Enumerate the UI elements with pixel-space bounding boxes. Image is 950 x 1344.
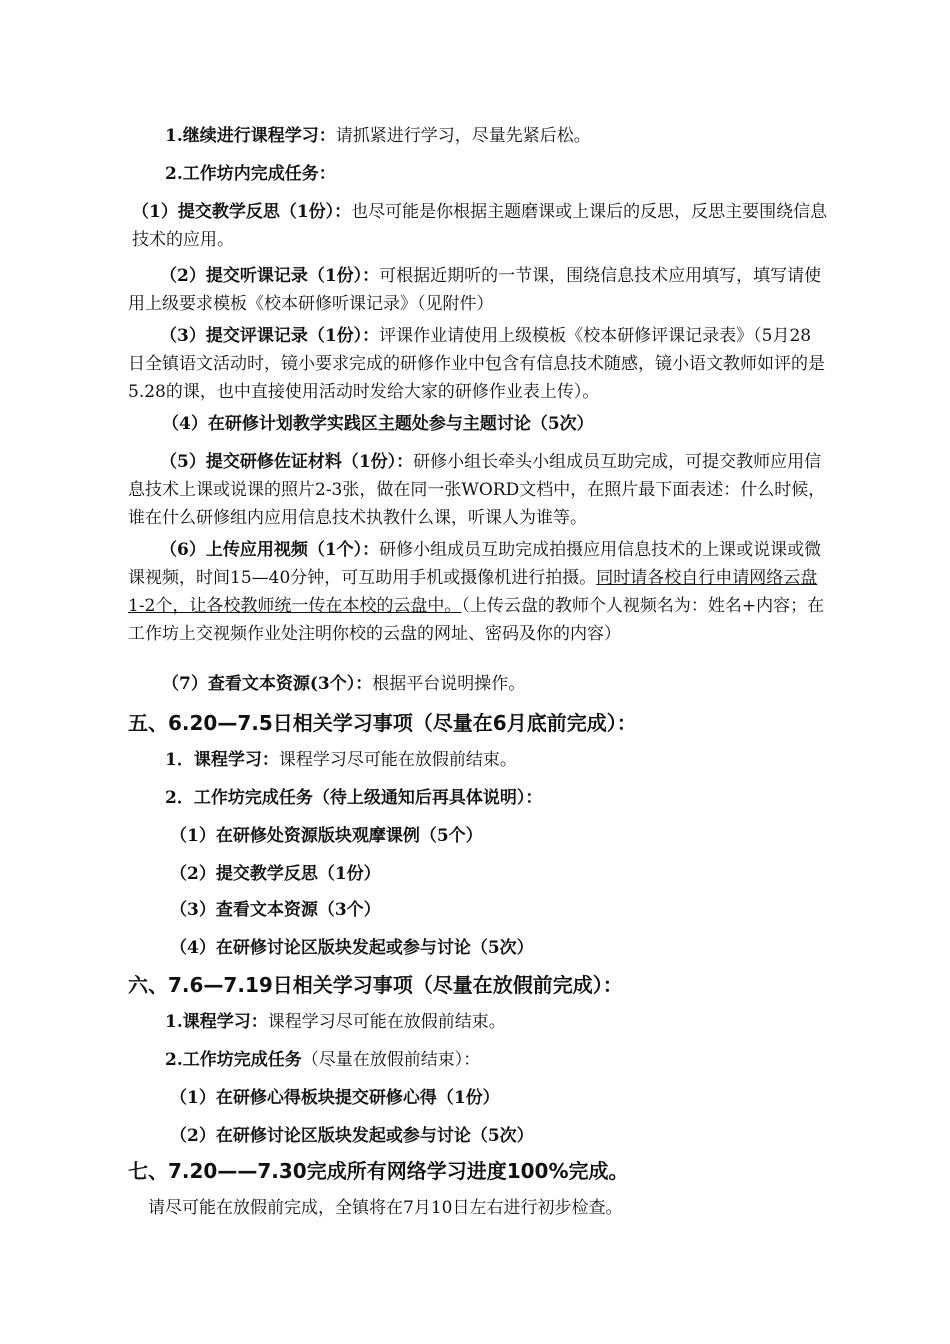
p6-item1-title: 1.课程学习： bbox=[165, 1012, 268, 1032]
p4-sub2-title: （2）提交听课记录（1份）： bbox=[160, 266, 380, 286]
p5-item1-title: 1．课程学习： bbox=[165, 750, 279, 770]
p4-sub1-title: （1）提交教学反思（1份）： bbox=[132, 202, 352, 222]
p4-item1-title: 1.继续进行课程学习： bbox=[165, 126, 336, 146]
p4-sub7-title: （7）查看文本资源(3个）： bbox=[162, 674, 373, 694]
p6-sub2: （2）在研修讨论区版块发起或参与讨论（5次） bbox=[170, 1126, 534, 1146]
p4-sub3 bbox=[128, 322, 828, 406]
p6-item2-text: （尽量在放假前结束）： bbox=[301, 1050, 481, 1070]
p5-item1 bbox=[165, 746, 865, 774]
p6-item2-title: 2.工作坊完成任务 bbox=[165, 1050, 302, 1070]
p4-sub2 bbox=[128, 262, 828, 318]
p4-sub5-text: 研修小组长牵头小组成员互助完成，可提交教师应用信息技术上课或说课的照片2-3张，做在同一张WORD文档中，在照片最下面表述：什么时候，谁在什么研修组内应用信息技术执教什么课，听课人为谁等。 bbox=[128, 452, 826, 528]
p4-sub1 bbox=[132, 198, 832, 254]
p4-sub4: （4）在研修计划教学实践区主题处参与主题讨论（5次） bbox=[162, 414, 594, 434]
p4-sub2-text: 可根据近期听的一节课，围绕信息技术应用填写，填写请使用上级要求模板《校本研修听课记录》（见附件） bbox=[128, 266, 822, 314]
p5-sub3: （3）查看文本资源（3个） bbox=[170, 900, 381, 920]
p4-sub6-underline: 同时请各校自行申请网络云盘1-2个，让各校教师统一传在本校的云盘中。 bbox=[128, 568, 818, 616]
p4-sub5-title: （5）提交研修佐证材料（1份）： bbox=[160, 452, 414, 472]
p5-item2: 2．工作坊完成任务（待上级通知后再具体说明）： bbox=[165, 788, 543, 808]
p5-sub1: （1）在研修处资源版块观摩课例（5个） bbox=[170, 826, 483, 846]
p5-item1-text: 课程学习尽可能在放假前结束。 bbox=[278, 750, 517, 770]
p4-sub7 bbox=[162, 670, 862, 698]
p4-item1-text: 请抓紧进行学习，尽量先紧后松。 bbox=[335, 126, 591, 146]
p7-text: 请尽可能在放假前完成，全镇将在7月10日左右进行初步检查。 bbox=[148, 1198, 623, 1218]
p4-sub6-text: 研修小组成员互助完成拍摄应用信息技术的上课或说课或微课视频，时间15—40分钟，可互助用手机或摄像机进行拍摄。 bbox=[128, 540, 822, 588]
p6-item1 bbox=[165, 1008, 865, 1036]
p4-sub6-text2: （上传云盘的教师个人视频名为：姓名+内容；在工作坊上交视频作业处注明你校的云盘的网址、密码及你的内容） bbox=[128, 596, 825, 644]
p4-sub3-title: （3）提交评课记录（1份）： bbox=[160, 326, 380, 346]
section-5-heading: 五、6.20—7.5日相关学习事项（尽量在6月底前完成）： bbox=[128, 711, 637, 735]
p6-item2 bbox=[165, 1046, 865, 1074]
p4-item1 bbox=[165, 122, 865, 150]
p6-sub1: （1）在研修心得板块提交研修心得（1份） bbox=[170, 1088, 500, 1108]
p4-item2: 2.工作坊内完成任务： bbox=[165, 164, 336, 184]
section-6-heading: 六、7.6—7.19日相关学习事项（尽量在放假前完成）： bbox=[128, 973, 623, 997]
section-7-heading: 七、7.20——7.30完成所有网络学习进度100%完成。 bbox=[128, 1159, 629, 1183]
p5-sub4: （4）在研修讨论区版块发起或参与讨论（5次） bbox=[170, 938, 534, 958]
p6-item1-text: 课程学习尽可能在放假前结束。 bbox=[267, 1012, 506, 1032]
p4-sub6 bbox=[128, 536, 828, 648]
p5-sub2: （2）提交教学反思（1份） bbox=[170, 864, 381, 884]
p4-sub1-text: 也尽可能是你根据主题磨课或上课后的反思，反思主要围绕信息技术的应用。 bbox=[132, 202, 828, 250]
p4-sub7-text: 根据平台说明操作。 bbox=[372, 674, 526, 694]
p4-sub3-text: 评课作业请使用上级模板《校本研修评课记录表》（5月28日全镇语文活动时，镜小要求完成的研修作业中包含有信息技术随感，镜小语文教师如评的是5.28的课，也中直接使用活动时发给大家的研修作业表上传）。 bbox=[128, 326, 825, 402]
p4-sub6-title: （6）上传应用视频（1个）： bbox=[160, 540, 380, 560]
p4-sub5 bbox=[128, 448, 828, 532]
